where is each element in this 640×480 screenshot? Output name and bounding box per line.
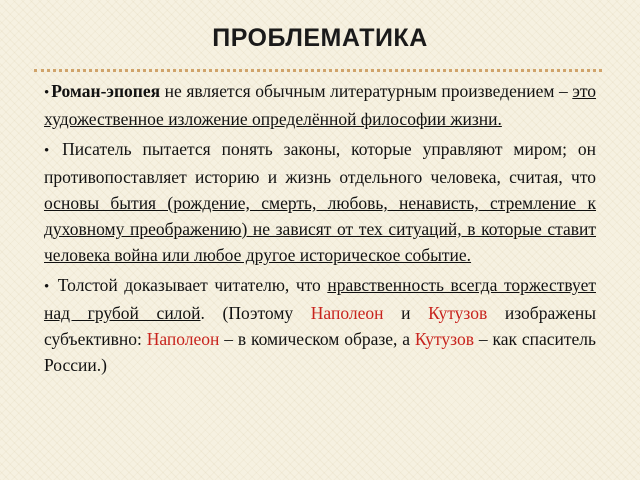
text-segment: Толстой доказывает читателю, что (51, 275, 328, 295)
text-segment: . (Поэтому (200, 303, 311, 323)
name-kutuzov: Кутузов (414, 329, 475, 349)
slide-title: ПРОБЛЕМАТИКА (212, 24, 428, 52)
text-segment: изображены субъективно: (44, 303, 596, 349)
bullet-icon: • (44, 279, 50, 295)
content-area (44, 78, 596, 382)
name-napoleon: Наполеон (310, 303, 384, 323)
text-segment: не является обычным литературным произведением – (160, 81, 573, 101)
text-segment: – как спаситель России.) (44, 329, 596, 375)
title-divider (34, 69, 602, 72)
name-napoleon: Наполеон (146, 329, 220, 349)
text-segment: – в комическом образе, а (219, 329, 415, 349)
bullet-icon: • (44, 85, 50, 101)
text-segment: и (383, 303, 429, 323)
paragraph-2 (44, 136, 596, 268)
paragraph-3 (44, 272, 596, 378)
underlined-phrase: основы бытия (рождение, смерть, любовь, ненависть, стремление к духовному преображению) не зависят от тех ситуаций, в которые ставит человека война или любое другое историческое событие. (44, 193, 596, 265)
bullet-icon: • (44, 143, 50, 159)
underlined-phrase: это художественное изложение определённой философии жизни. (44, 81, 596, 129)
underlined-phrase: нравственность всегда торжествует над грубой силой (44, 275, 596, 323)
term-roman-epopeya: Роман-эпопея (51, 81, 161, 101)
name-kutuzov: Кутузов (428, 303, 488, 323)
text-segment: Писатель пытается понять законы, которые управляют миром; он противопоставляет историю и жизнь отдельного человека, считая, что (44, 139, 596, 187)
paragraph-1 (44, 78, 596, 132)
